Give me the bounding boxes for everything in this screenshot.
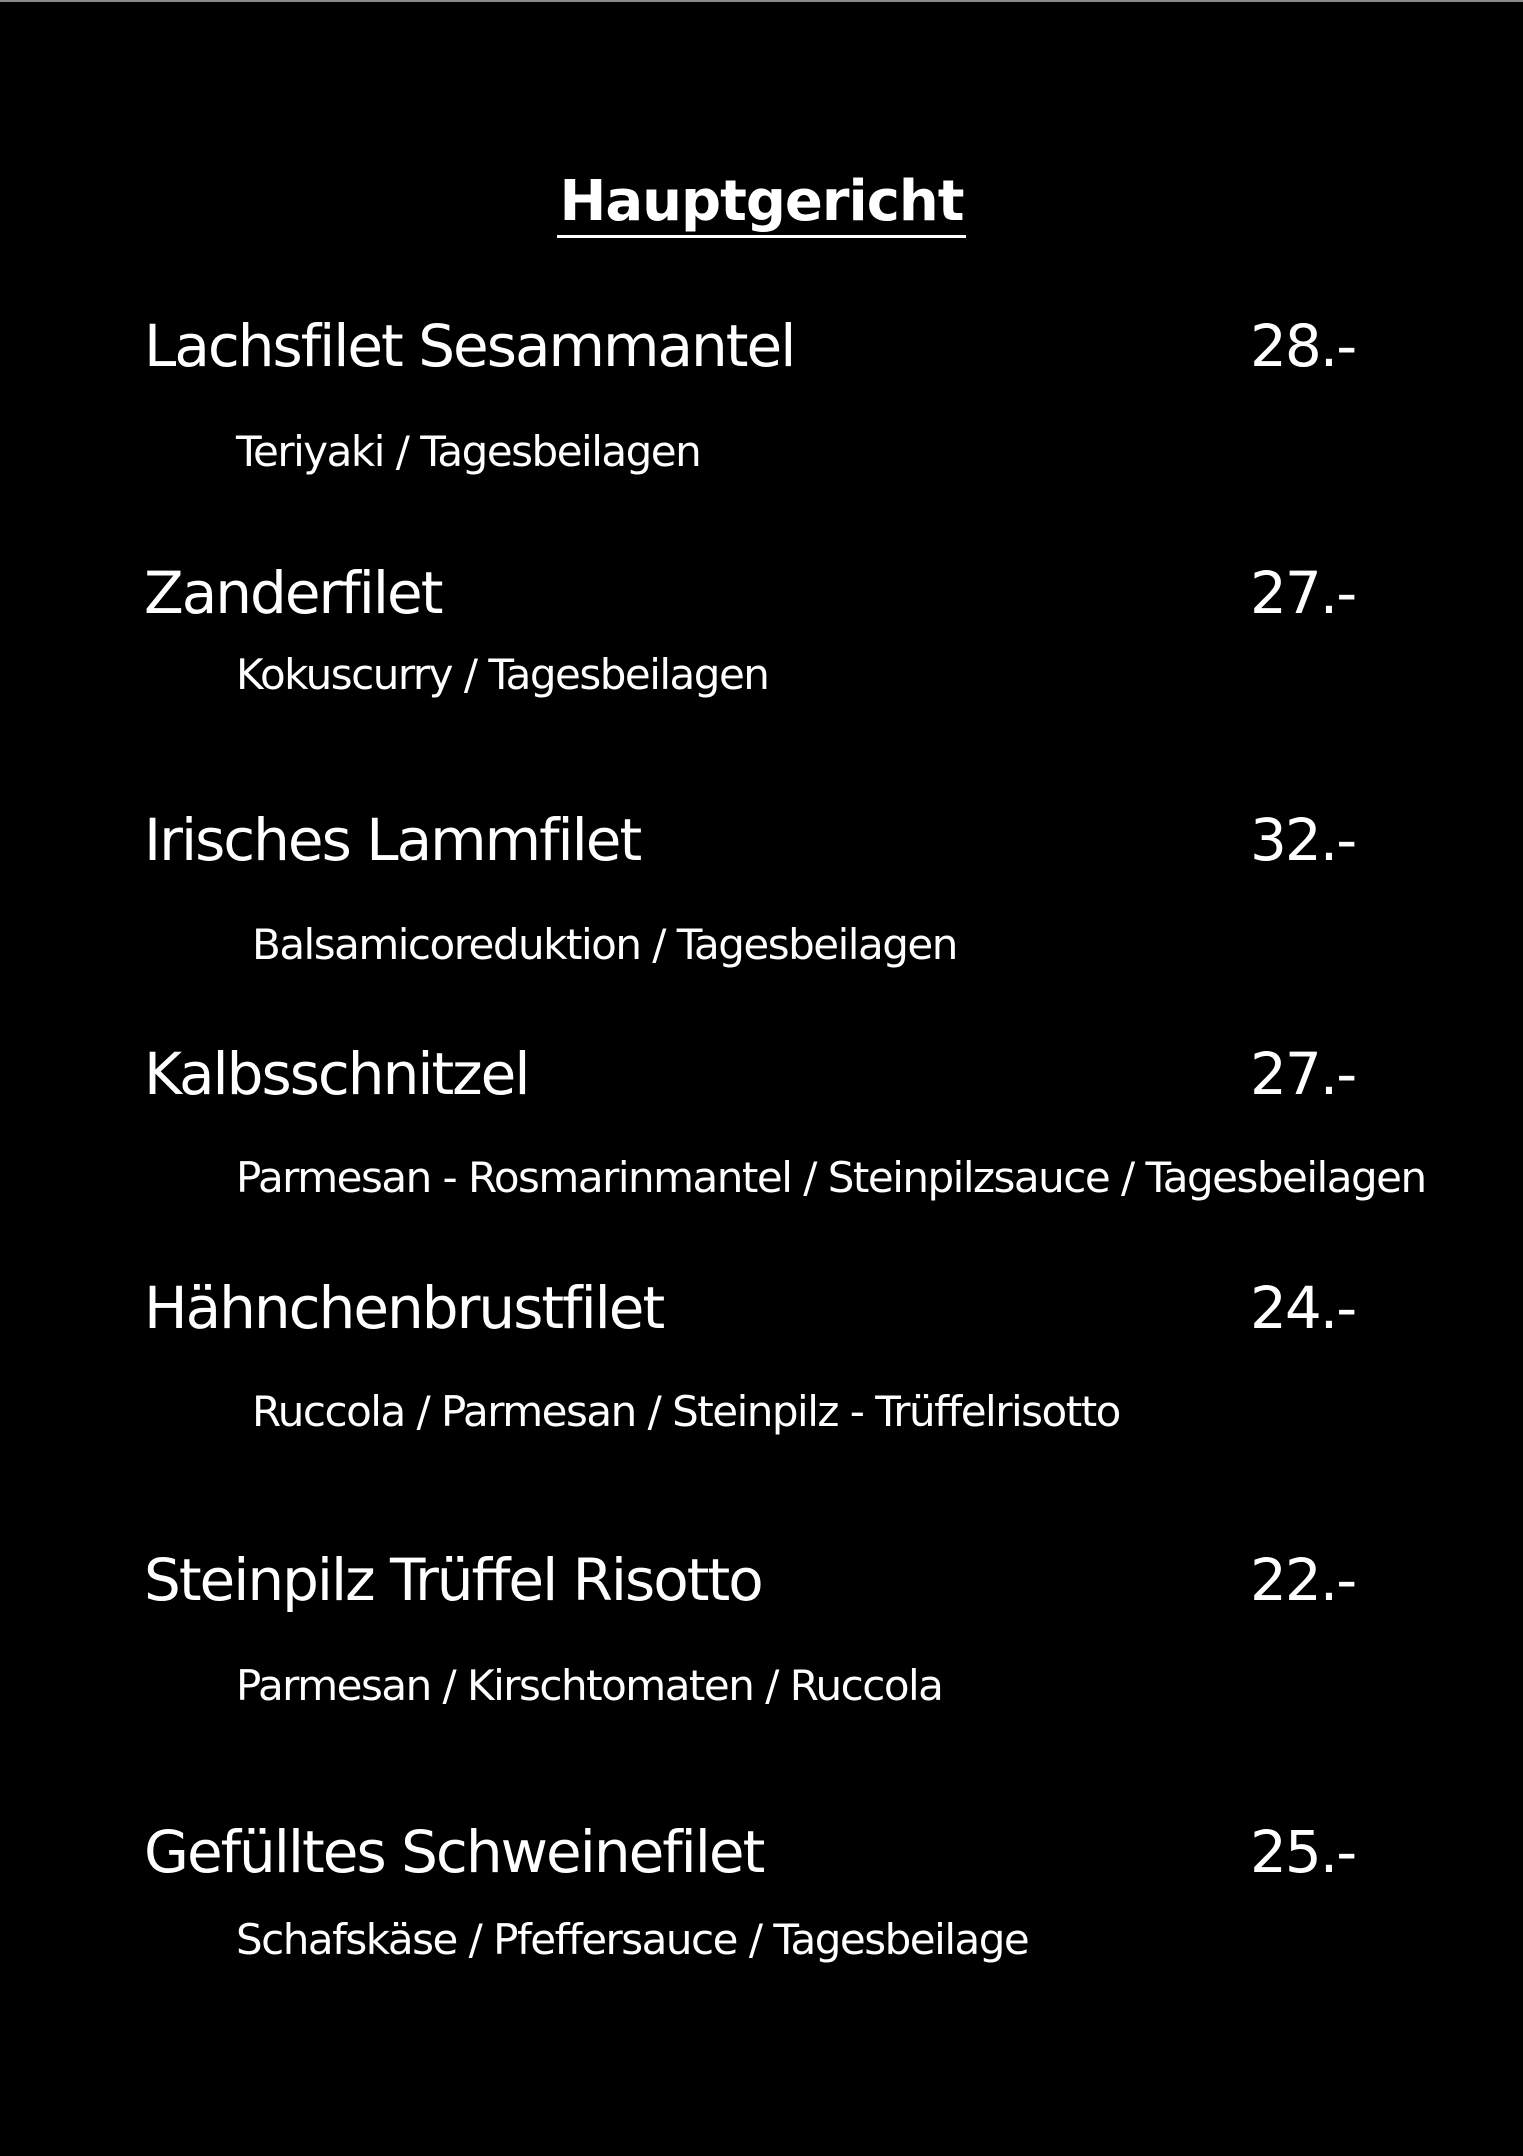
dish-price-haehnchenbrustfilet: 24.-	[1250, 1274, 1356, 1342]
dish-name-haehnchenbrustfilet: Hähnchenbrustfilet	[144, 1274, 664, 1342]
dish-description-zanderfilet: Kokuscurry / Tagesbeilagen	[236, 650, 769, 699]
dish-price-schweinefilet: 25.-	[1250, 1818, 1356, 1886]
dish-name-zanderfilet: Zanderfilet	[144, 559, 442, 627]
dish-price-lammfilet: 32.-	[1250, 806, 1356, 874]
top-border-line	[0, 0, 1523, 2]
dish-description-kalbsschnitzel: Parmesan - Rosmarinmantel / Steinpilzsauce / Tagesbeilagen	[236, 1153, 1426, 1202]
dish-description-schweinefilet: Schafskäse / Pfeffersauce / Tagesbeilage	[236, 1915, 1029, 1964]
menu-section-title	[0, 166, 1523, 238]
dish-description-lammfilet: Balsamicoreduktion / Tagesbeilagen	[252, 920, 957, 969]
dish-description-lachsfilet: Teriyaki / Tagesbeilagen	[236, 427, 701, 476]
menu-title-text: Hauptgericht	[557, 169, 965, 238]
dish-name-lammfilet: Irisches Lammfilet	[144, 806, 641, 874]
dish-price-steinpilz-risotto: 22.-	[1250, 1546, 1356, 1614]
dish-name-kalbsschnitzel: Kalbsschnitzel	[144, 1040, 529, 1108]
dish-description-steinpilz-risotto: Parmesan / Kirschtomaten / Ruccola	[236, 1661, 943, 1710]
dish-price-kalbsschnitzel: 27.-	[1250, 1040, 1356, 1108]
dish-description-haehnchenbrustfilet: Ruccola / Parmesan / Steinpilz - Trüffelrisotto	[252, 1387, 1120, 1436]
dish-price-lachsfilet: 28.-	[1250, 312, 1356, 380]
dish-name-steinpilz-risotto: Steinpilz Trüffel Risotto	[144, 1546, 762, 1614]
dish-name-schweinefilet: Gefülltes Schweinefilet	[144, 1818, 764, 1886]
dish-price-zanderfilet: 27.-	[1250, 559, 1356, 627]
dish-name-lachsfilet: Lachsfilet Sesammantel	[144, 312, 795, 380]
